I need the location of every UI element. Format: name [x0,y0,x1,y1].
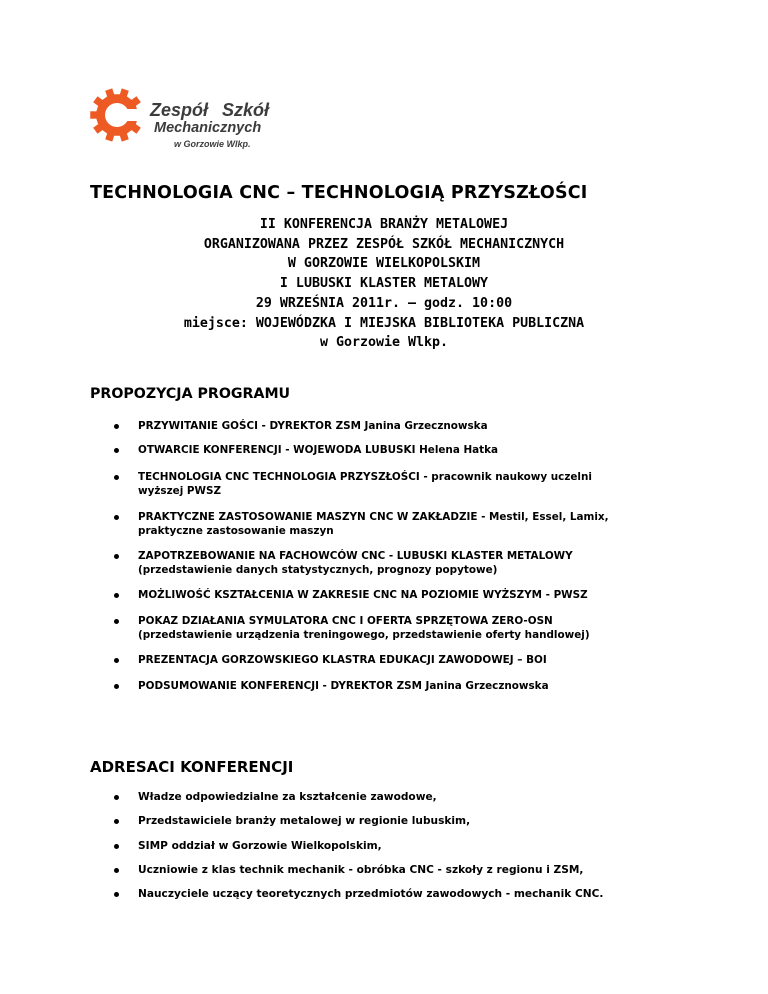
bullet-icon [114,795,119,800]
program-item-text: PREZENTACJA GORZOWSKIEGO KLASTRA EDUKACJI ZAWODOWEJ – BOI [138,654,547,666]
audience-item-text: Nauczyciele uczący teoretycznych przedmiotów zawodowych - mechanik CNC. [138,888,604,900]
gear-logo-icon [87,82,297,162]
bullet-icon [114,892,119,897]
bullet-icon [114,619,119,624]
audience-item-text: Przedstawiciele branży metalowej w regionie lubuskim, [138,815,471,827]
conference-line: W GORZOWIE WIELKOPOLSKIM [287,256,481,272]
program-heading: PROPOZYCJA PROGRAMU [90,386,291,402]
program-item-text: MOŻLIWOŚĆ KSZTAŁCENIA W ZAKRESIE CNC NA POZIOMIE WYŻSZYM - PWSZ [138,589,588,601]
gear-gap [119,109,149,121]
program-item-text: PRAKTYCZNE ZASTOSOWANIE MASZYN CNC W ZAKŁADZIE - Mestil, Essel, Lamix, [138,511,609,523]
bullet-icon [114,684,119,689]
conference-line: ORGANIZOWANA PRZEZ ZESPÓŁ SZKÓŁ MECHANICZNYCH [203,236,565,252]
bullet-icon [114,658,119,663]
conference-info [0,215,768,353]
conference-line: 29 WRZEŚNIA 2011r. – godz. 10:00 [255,295,513,311]
conference-line: miejsce: WOJEWÓDZKA I MIEJSKA BIBLIOTEKA PUBLICZNA [183,315,585,331]
program-item-text-cont: (przedstawienie urządzenia treningowego, przedstawienie oferty handlowej) [138,629,590,641]
logo-text-word1: Zespół [150,100,209,120]
conference-line: II KONFERENCJA BRANŻY METALOWEJ [259,217,509,232]
school-logo [87,82,297,162]
program-item-text: POKAZ DZIAŁANIA SYMULATORA CNC I OFERTA SPRZĘTOWA ZERO-OSN [138,615,553,627]
program-item-text: TECHNOLOGIA CNC TECHNOLOGIA PRZYSZŁOŚCI - pracownik naukowy uczelni [138,471,592,483]
logo-text-word2: Szkół [222,100,270,120]
logo-text-line2: Mechanicznych [154,120,262,136]
logo-text-line3: w Gorzowie Wlkp. [174,139,251,149]
bullet-icon [114,554,119,559]
program-item-text: PRZYWITANIE GOŚCI - DYREKTOR ZSM Janina Grzecznowska [138,420,488,432]
audience-item-text: Uczniowie z klas technik mechanik - obróbka CNC - szkoły z regionu i ZSM, [138,864,584,876]
audience-item-text: SIMP oddział w Gorzowie Wielkopolskim, [138,840,382,852]
bullet-icon [114,868,119,873]
bullet-icon [114,515,119,520]
bullet-icon [114,593,119,598]
bullet-icon [114,424,119,429]
bullet-icon [114,819,119,824]
bullet-icon [114,475,119,480]
audience-heading: ADRESACI KONFERENCJI [90,758,294,776]
program-item-text: ZAPOTRZEBOWANIE NA FACHOWCÓW CNC - LUBUSKI KLASTER METALOWY [138,550,573,562]
program-item-text-cont: praktyczne zastosowanie maszyn [138,525,334,537]
audience-item-text: Władze odpowiedzialne za kształcenie zawodowe, [138,791,437,803]
conference-line: I LUBUSKI KLASTER METALOWY [279,276,489,292]
bullet-icon [114,844,119,849]
program-item-text: PODSUMOWANIE KONFERENCJI - DYREKTOR ZSM Janina Grzecznowska [138,680,549,692]
program-item-text: OTWARCIE KONFERENCJI - WOJEWODA LUBUSKI Helena Hatka [138,444,499,456]
program-item-text-cont: (przedstawienie danych statystycznych, prognozy popytowe) [138,564,498,576]
program-item-text-cont: wyższej PWSZ [138,485,221,497]
conference-line: w Gorzowie Wlkp. [319,335,449,351]
document-title: TECHNOLOGIA CNC – TECHNOLOGIĄ PRZYSZŁOŚCI [90,183,588,203]
bullet-icon [114,448,119,453]
